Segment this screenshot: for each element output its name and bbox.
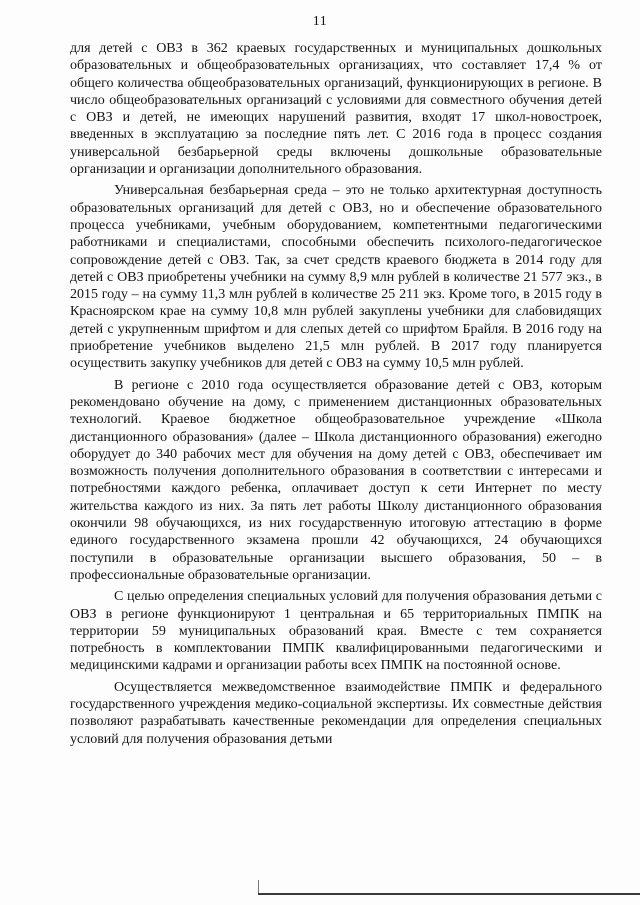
document-body: [70, 40, 602, 748]
page-number: 11: [312, 14, 328, 29]
paragraph-1: для детей с ОВЗ в 362 краевых государственных и муниципальных дошкольных образовательных и общеобразовательных организациях, что составляет 17,4 % от общего количества общеобразовательных организаций, функционирующих в регионе. В число общеобразовательных организаций с условиями для совместного обучения детей с ОВЗ и детей, не имеющих нарушений развития, входят 17 школ-новостроек, введенных в эксплуатацию за последние пять лет. С 2016 года в процесс создания универсальной безбарьерной среды включены дошкольные образовательные организации и организации дополнительного образования.: [70, 41, 602, 178]
paragraph-3: В регионе с 2010 года осуществляется образование детей с ОВЗ, которым рекомендовано обучение на дому, с применением дистанционных образовательных технологий. Краевое бюджетное общеобразовательное учреждение «Школа дистанционного образования» (далее – Школа дистанционного образования) ежегодно оборудует до 340 рабочих мест для обучения на дому детей с ОВЗ, обеспечивает им возможность получения дополнительного образования в соответствии с интересами и потребностями каждого ребенка, оплачивает доступ к сети Интернет по месту жительства каждого из них. За пять лет работы Школу дистанционного образования окончили 98 обучающихся, из них государственную итоговую аттестацию в форме единого государственного экзамена прошли 42 обучающихся, 24 обучающихся поступили в образовательные организации высшего образования, 50 – в профессиональные образовательные организации.: [70, 377, 602, 583]
scan-edge-mark: [258, 880, 259, 894]
paragraph-2: Универсальная безбарьерная среда – это не только архитектурная доступность образовательных организаций для детей с ОВЗ, но и обеспечение образовательного процесса учебниками, учебным оборудованием, компетентными педагогическими работниками и специалистами, способными обеспечить психолого-педагогическое сопровождение детей с ОВЗ. Так, за счет средств краевого бюджета в 2014 году для детей с ОВЗ приобретены учебники на сумму 8,9 млн рублей в количестве 21 577 экз., в 2015 году – на сумму 11,3 млн рублей в количестве 25 211 экз. Кроме того, в 2015 году в Красноярском крае на сумму 10,8 млн рублей закуплены учебники для слабовидящих детей с укрупненным шрифтом и для слепых детей со шрифтом Брайля. В 2016 году на приобретение учебников выделено 21,5 млн рублей. В 2017 году планируется осуществить закупку учебников для детей с ОВЗ на сумму 10,5 млн рублей.: [70, 183, 602, 372]
paragraph-5: Осуществляется межведомственное взаимодействие ПМПК и федерального государственного учреждения медико-социальной экспертизы. Их совместные действия позволяют разрабатывать качественные рекомендации для определения специальных условий для получения образования детьми: [70, 679, 602, 747]
paragraph-4: С целью определения специальных условий для получения образования детьми с ОВЗ в регионе функционируют 1 центральная и 65 территориальных ПМПК на территории 59 муниципальных образований края. Вместе с тем сохраняется потребность в комплектовании ПМПК квалифицированными педагогическими и медицинскими кадрами и организации работы всех ПМПК на постоянной основе.: [70, 589, 602, 674]
scan-edge-line: [258, 893, 640, 895]
